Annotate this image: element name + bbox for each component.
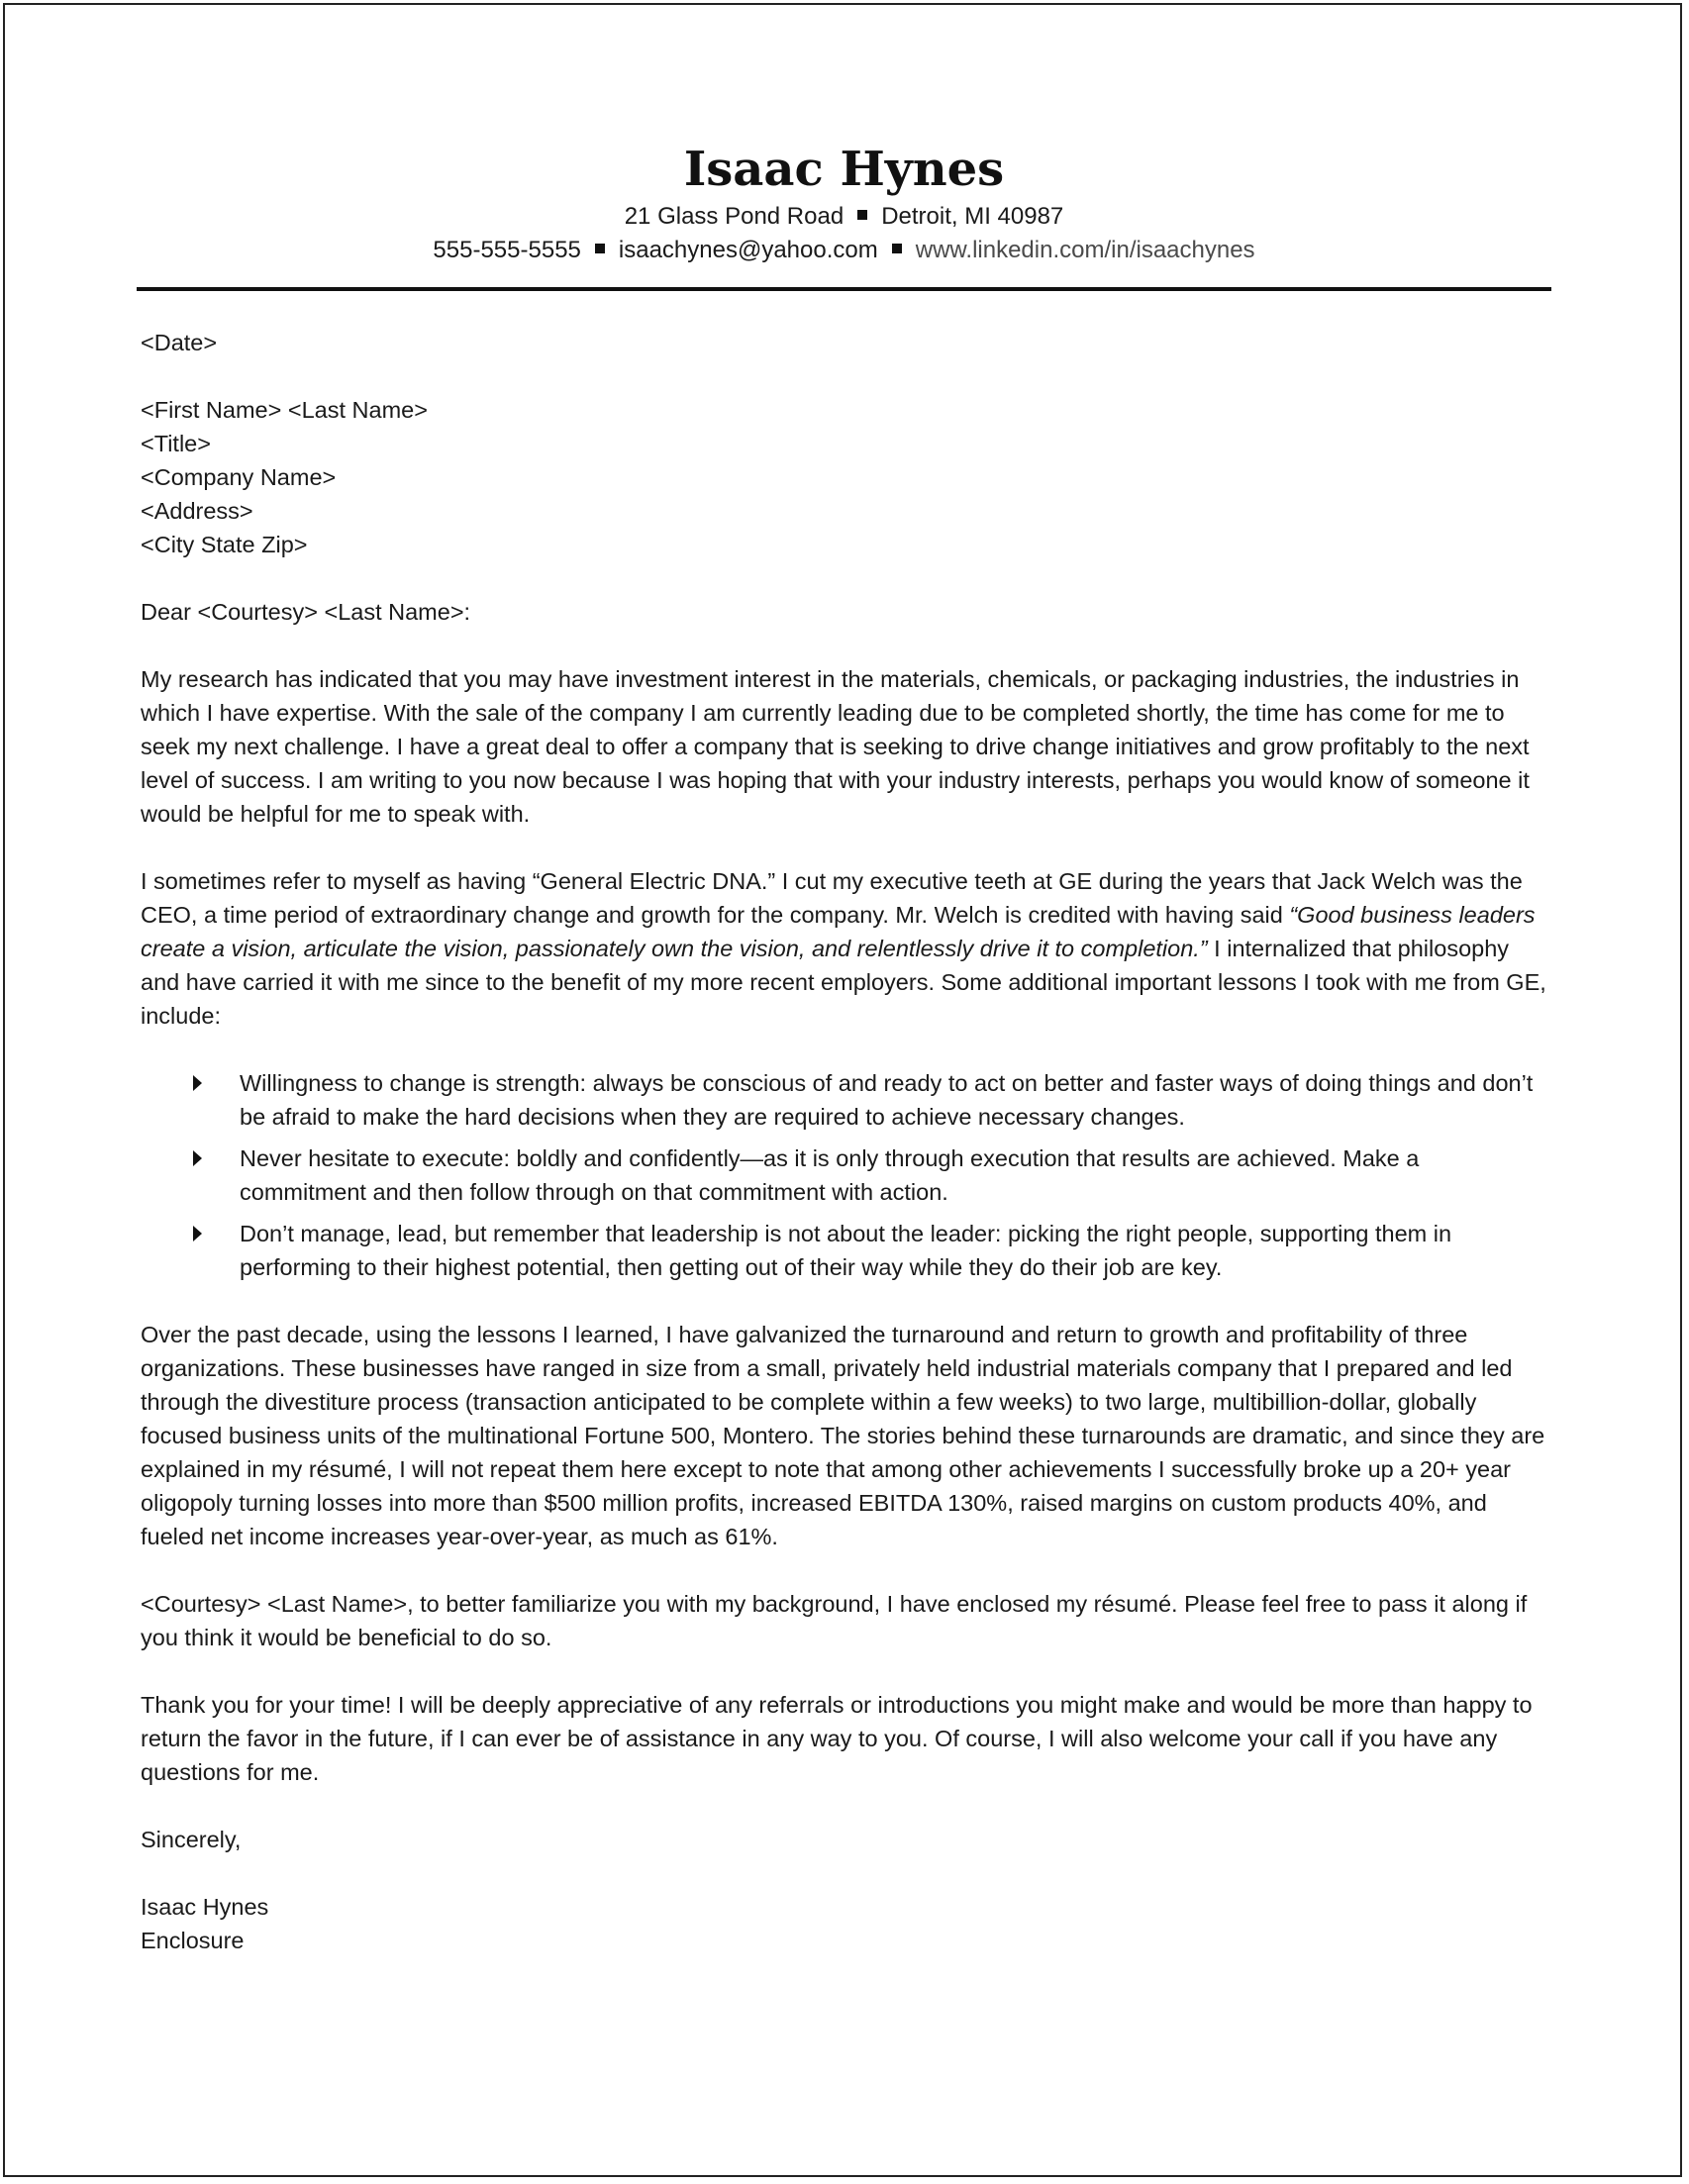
linkedin-url[interactable]: www.linkedin.com/in/isaachynes bbox=[915, 237, 1255, 263]
paragraph-ge-dna bbox=[141, 864, 1546, 1033]
list-item bbox=[141, 1066, 1546, 1134]
recipient-name: <First Name> <Last Name> bbox=[141, 397, 428, 423]
letter-body bbox=[141, 326, 1546, 1991]
square-bullet-icon bbox=[857, 210, 867, 220]
triangle-bullet-icon bbox=[193, 1226, 202, 1241]
list-item bbox=[141, 1142, 1546, 1209]
lessons-list bbox=[141, 1066, 1546, 1284]
sender-name: Isaac Hynes bbox=[683, 142, 1005, 197]
street-address: 21 Glass Pond Road bbox=[624, 203, 844, 230]
salutation: Dear <Courtesy> <Last Name>: bbox=[141, 599, 471, 625]
welch-quote: “Good business leaders create a vision, articulate the vision, passionately own the vision, and relentlessly drive it to completion.” bbox=[141, 902, 1536, 961]
phone-number: 555-555-5555 bbox=[433, 237, 581, 263]
recipient-company: <Company Name> bbox=[141, 464, 337, 490]
paragraph-intro: My research has indicated that you may have investment interest in the materials, chemicals, or packaging industries, the industries in which I have expertise. With the sale of the company I am currently leading due to be completed shortly, the time has come for me to seek my next challenge. I have a great deal to offer a company that is seeking to drive change initiatives and grow profitably to the next level of success. I am writing to you now because I was hoping that with your industry interests, perhaps you would know of someone it would be helpful for me to speak with. bbox=[141, 666, 1530, 827]
paragraph-achievements: Over the past decade, using the lessons I learned, I have galvanized the turnaround and return to growth and profitability of three organizations. These businesses have ranged in size from a small, privately held industrial materials company that I prepared and led through the divestiture process (transaction anticipated to be complete within a few weeks) to two large, multibillion-dollar, globally focused business units of the multinational Fortune 500, Montero. The stories behind these turnarounds are dramatic, and since they are explained in my résumé, I will not repeat them here except to note that among other achievements I successfully broke up a 20+ year oligopoly turning losses into more than $500 million profits, increased EBITDA 130%, raised margins on custom products 40%, and fueled net income increases year-over-year, as much as 61%. bbox=[141, 1322, 1545, 1549]
triangle-bullet-icon bbox=[193, 1075, 202, 1091]
recipient-address: <Address> bbox=[141, 498, 253, 524]
lesson-text: Willingness to change is strength: always be conscious of and ready to act on better and faster ways of doing things and don’t be afraid to make the hard decisions when they are required to achieve necessary changes. bbox=[240, 1070, 1534, 1130]
paragraph-ge-dna-outro: I internalized that philosophy and have carried it with me since to the benefit of my more recent employers. Some additional important lessons I took with me from GE, include: bbox=[141, 936, 1546, 1029]
email-address[interactable]: isaachynes@yahoo.com bbox=[618, 237, 878, 263]
recipient-title: <Title> bbox=[141, 431, 211, 456]
letterhead bbox=[139, 139, 1549, 267]
closing: Sincerely, bbox=[141, 1827, 242, 1852]
signature-block bbox=[141, 1890, 1546, 1957]
contact-info-line bbox=[139, 234, 1549, 267]
city-state-zip: Detroit, MI 40987 bbox=[881, 203, 1064, 230]
list-item bbox=[141, 1217, 1546, 1284]
paragraph-enclosure: <Courtesy> <Last Name>, to better familiarize you with my background, I have enclosed my résumé. Please feel free to pass it along if you think it would be beneficial to do so. bbox=[141, 1591, 1528, 1650]
lesson-text: Don’t manage, lead, but remember that leadership is not about the leader: picking the right people, supporting them in performing to their highest potential, then getting out of their way while they do their job are key. bbox=[240, 1221, 1452, 1280]
recipient-block bbox=[141, 393, 1546, 561]
paragraph-ge-dna-intro: I sometimes refer to myself as having “General Electric DNA.” I cut my executive teeth at GE during the years that Jack Welch was the CEO, a time period of extraordinary change and growth for the company. Mr. Welch is credited with having said bbox=[141, 868, 1523, 928]
address-line bbox=[139, 200, 1549, 234]
paragraph-thanks: Thank you for your time! I will be deeply appreciative of any referrals or introductions you might make and would be more than happy to return the favor in the future, if I can ever be of assistance in any way to you. Of course, I will also welcome your call if you have any questions for me. bbox=[141, 1692, 1533, 1785]
square-bullet-icon bbox=[595, 244, 605, 253]
header-divider bbox=[137, 287, 1551, 291]
square-bullet-icon bbox=[892, 244, 902, 253]
letter-date: <Date> bbox=[141, 330, 218, 355]
triangle-bullet-icon bbox=[193, 1150, 202, 1166]
lesson-text: Never hesitate to execute: boldly and confidently—as it is only through execution that results are achieved. Make a commitment and then follow through on that commitment with action. bbox=[240, 1145, 1420, 1205]
enclosure-note: Enclosure bbox=[141, 1928, 245, 1953]
recipient-city: <City State Zip> bbox=[141, 532, 308, 557]
signature-name: Isaac Hynes bbox=[141, 1894, 269, 1920]
